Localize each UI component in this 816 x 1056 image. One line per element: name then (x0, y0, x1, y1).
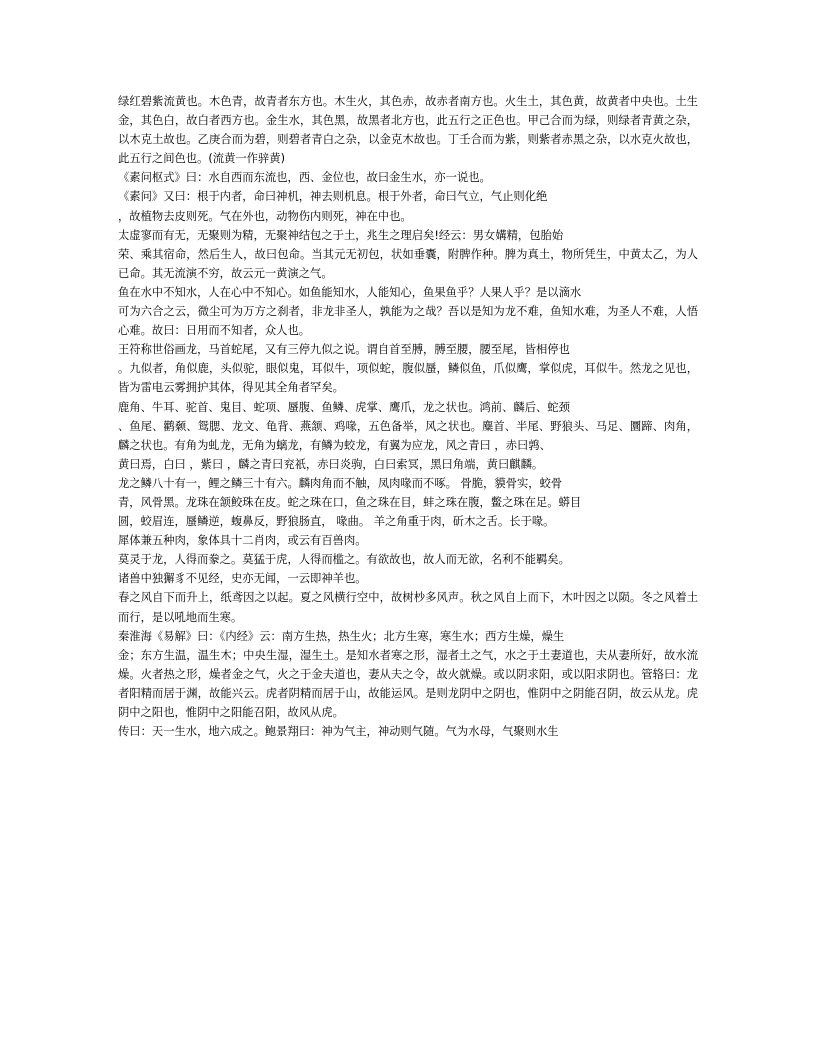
paragraph: 诸兽中独獬豸不见经，史亦无闻，一云即神羊也。 (118, 572, 367, 586)
paragraph: 龙之鳞八十有一，鲤之鳞三十有六。麟肉角而不触，凤肉喙而不啄。 骨脆，貘骨实，蛟骨 (118, 476, 563, 490)
paragraph: 鹿角、牛耳、驼首、鬼目、蛇项、蜃腹、鱼鳞、虎掌、鹰爪，龙之状也。鸿前、麟后、蛇颈 (118, 400, 570, 414)
paragraph: 传曰：天一生水，地六成之。鲍景翔曰：神为气主，神动则气随。气为水母，气聚则水生 (118, 725, 559, 739)
paragraph: 。九似者，角似鹿，头似驼，眼似鬼，耳似牛，项似蛇，腹似蜃，鳞似鱼，爪似鹰，掌似虎，耳似牛。然龙之见也，皆为雷电云雾拥护其体，得见其全角者罕矣。 (118, 362, 698, 395)
paragraph: 金；东方生温，温生木；中央生湿，湿生土。是知水者寒之形，湿者土之气，水之于土妻道也，夫从妻所好，故水流燥。火者热之形，燥者金之气，火之于金夫道也，妻从夫之令，故火就燥。或以阴求阳，或以阳求阴也。管辂曰：龙者阳精而居于渊，故能兴云。虎者阴精而居于山，故能运风。是则龙阴中之阴也，惟阴中之阴能召阴，故云从龙。虎阴中之阳也，惟阴中之阳能召阳，故风从虎。 (118, 648, 698, 719)
paragraph: 王符称世俗画龙，马首蛇尾，又有三停九似之说。谓自首至膊，膊至腰，腰至尾，皆相停也 (118, 343, 570, 357)
paragraph: 《素问》又曰：根于内者，命曰神机，神去则机息。根于外者，命曰气立，气止则化绝 (118, 190, 548, 204)
paragraph: 荣、乘其宿命，然后生人，故曰包命。当其元无初包，状如垂囊，附脾作种。脾为真土，物所凭生，中黄太乙，为人已命。其无流演不穷，故云元一黄演之气。 (118, 247, 698, 280)
paragraph: 可为六合之云，微尘可为万方之刹者，非龙非圣人，孰能为之哉？吾以是知为龙不难，鱼知水难，为圣人不难，人悟心难。故曰：日用而不知者，众人也。 (118, 305, 698, 338)
paragraph: 太虚寥而有无，无聚则为精，无聚神结包之于土，兆生之理启矣!经云：男女媾精，包胎始 (118, 228, 564, 242)
paragraph: 《素问枢式》曰：水自西而东流也，西、金位也，故曰金生水，亦一说也。 (118, 171, 491, 185)
paragraph: 犀体兼五种肉，象体具十二肖肉，或云有百兽肉。 (118, 534, 367, 548)
paragraph: 黄曰焉，白曰 ，紫曰 ，麟之青曰兖祇，赤曰炎驹，白曰索冥，黑曰角端，黄曰麒麟。 (118, 457, 544, 471)
paragraph: 秦淮海《易解》曰：《内经》云：南方生热，热生火；北方生寒，寒生水；西方生燥，燥生 (118, 629, 565, 643)
paragraph: 圆，蛟眉连，蜃鳞逆，蝮鼻反，野狼肠直， 喙曲。 羊之角重于肉，斫木之舌。长于喙。 (118, 515, 555, 529)
paragraph: 莫灵于龙，人得而豢之。莫猛于虎，人得而槛之。有欲故也，故人而无欲，名利不能羁矣。 (118, 553, 570, 567)
paragraph: 鱼在水中不知水，人在心中不知心。如鱼能知水，人能知心，鱼果鱼乎？人果人乎？是以滴水 (118, 285, 582, 299)
paragraph: 青，风骨黑。龙珠在颔鲛珠在皮。蛇之珠在口，鱼之珠在目，蚌之珠在腹，鳖之珠在足。蟒目 (118, 495, 582, 509)
paragraph: ，故植物去皮则死。气在外也，动物伤内则死，神在中也。 (118, 209, 412, 223)
paragraph: 绿红碧紫流黄也。木色青，故青者东方也。木生火，其色赤，故赤者南方也。火生土，其色黄，故黄者中央也。土生金，其色白，故白者西方也。金生水，其色黑，故黑者北方也，此五行之正色也。甲己合而为绿，则绿者青黄之杂，以木克土故也。乙庚合而为碧，则碧者青白之杂，以金克木故也。丁壬合而为紫，则紫者赤黑之杂，以水克火故也，此五行之间色也。(流黄一作骍黄) (118, 95, 698, 166)
paragraph: 、鱼尾、鹳颡、鸳腮、龙文、龟背、燕颔、鸡喙，五色备举，风之状也。麋首、半尾、野狼头、马足、圜蹄、肉角，麟之状也。有角为虬龙，无角为螭龙，有鳞为蛟龙，有翼为应龙，风之青曰 ，赤曰鹑、 (118, 419, 698, 452)
paragraph: 春之风自下而升上，纸鸢因之以起。夏之风横行空中，故树杪多风声。秋之风自上而下，木叶因之以陨。冬之风着土而行，是以吼地而生寒。 (118, 591, 698, 624)
document-body (118, 92, 698, 741)
